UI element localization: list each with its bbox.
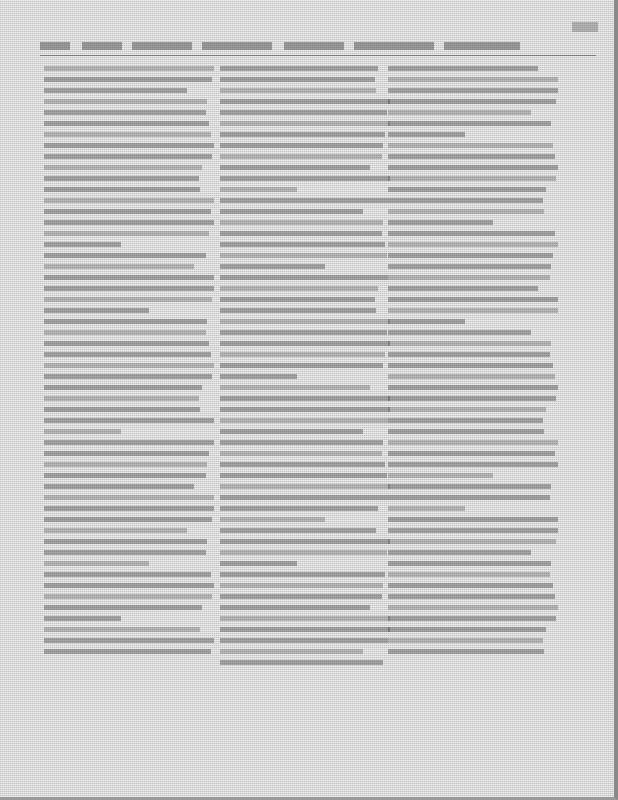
text-line [388, 110, 531, 115]
text-line [220, 110, 387, 115]
text-line [44, 275, 214, 280]
text-line [44, 187, 200, 192]
text-line [220, 638, 388, 643]
text-line [220, 77, 375, 82]
text-line [220, 253, 387, 258]
text-line [388, 253, 553, 258]
header-text-segment [82, 42, 122, 50]
text-line [220, 242, 385, 247]
text-line [220, 374, 297, 379]
text-line [44, 176, 199, 181]
text-line [220, 297, 375, 302]
text-line [388, 638, 543, 643]
text-line [44, 616, 121, 621]
text-line [388, 88, 558, 93]
text-line [388, 627, 546, 632]
text-line [220, 495, 388, 500]
text-column-right [388, 66, 558, 660]
header-text-segment [284, 42, 344, 50]
text-line [44, 484, 194, 489]
text-line [44, 319, 207, 324]
text-line [388, 506, 465, 511]
text-line [44, 583, 214, 588]
text-line [388, 242, 558, 247]
text-line [44, 506, 214, 511]
header-text-segment [132, 42, 192, 50]
text-line [388, 209, 544, 214]
text-line [44, 308, 149, 313]
text-line [44, 572, 211, 577]
text-line [220, 605, 370, 610]
text-line [220, 462, 385, 467]
text-line [44, 132, 211, 137]
text-line [388, 99, 556, 104]
text-line [388, 352, 550, 357]
header-text-segment [40, 42, 70, 50]
text-line [44, 407, 200, 412]
running-header [40, 40, 596, 52]
text-line [44, 462, 207, 467]
text-line [44, 561, 149, 566]
text-line [220, 363, 383, 368]
text-line [220, 385, 370, 390]
text-line [220, 451, 382, 456]
text-line [388, 264, 551, 269]
text-line [388, 517, 558, 522]
text-line [44, 121, 209, 126]
text-line [44, 396, 199, 401]
text-line [388, 583, 553, 588]
text-line [220, 165, 370, 170]
text-line [388, 308, 558, 313]
text-line [388, 649, 544, 654]
text-line [388, 198, 543, 203]
text-line [388, 451, 555, 456]
text-line [44, 451, 209, 456]
text-line [44, 473, 206, 478]
text-line [44, 330, 206, 335]
text-line [220, 176, 390, 181]
text-line [220, 539, 390, 544]
text-line [388, 66, 538, 71]
text-line [388, 396, 556, 401]
text-line [388, 572, 550, 577]
text-line [44, 517, 212, 522]
text-line [44, 88, 187, 93]
text-line [220, 440, 383, 445]
text-line [220, 209, 363, 214]
text-line [388, 429, 544, 434]
text-line [220, 220, 383, 225]
text-line [388, 176, 556, 181]
text-line [220, 275, 388, 280]
text-line [388, 165, 558, 170]
text-line [44, 649, 211, 654]
text-line [220, 121, 390, 126]
text-line [388, 374, 555, 379]
text-line [220, 517, 325, 522]
text-line [44, 539, 207, 544]
text-line [388, 539, 556, 544]
text-line [44, 297, 212, 302]
text-line [44, 286, 214, 291]
text-line [220, 319, 390, 324]
text-line [388, 121, 551, 126]
page-number-block [572, 22, 598, 32]
text-line [44, 99, 207, 104]
text-line [220, 154, 382, 159]
text-line [44, 66, 214, 71]
text-line [220, 572, 385, 577]
text-line [44, 352, 211, 357]
text-line [388, 418, 543, 423]
header-rule [40, 55, 596, 56]
text-line [388, 495, 550, 500]
text-line [220, 484, 390, 489]
text-line [220, 407, 390, 412]
text-line [220, 418, 388, 423]
text-line [388, 407, 546, 412]
text-line [220, 473, 387, 478]
header-text-segment [444, 42, 520, 50]
text-line [388, 594, 555, 599]
text-column-left [44, 66, 214, 660]
text-line [44, 341, 209, 346]
text-line [220, 132, 385, 137]
text-line [220, 528, 376, 533]
text-line [388, 297, 558, 302]
text-line [44, 550, 206, 555]
text-line [44, 220, 214, 225]
text-line [220, 561, 297, 566]
text-line [388, 605, 558, 610]
text-line [388, 187, 546, 192]
text-line [388, 330, 531, 335]
text-line [388, 561, 551, 566]
text-line [44, 154, 212, 159]
text-line [220, 352, 385, 357]
text-line [44, 528, 187, 533]
text-line [44, 110, 206, 115]
text-line [388, 143, 553, 148]
text-line [220, 187, 297, 192]
text-line [388, 484, 551, 489]
text-line [44, 264, 194, 269]
text-line [44, 77, 212, 82]
text-line [44, 231, 209, 236]
text-line [388, 77, 558, 82]
text-line [220, 506, 378, 511]
text-line [388, 231, 555, 236]
text-line [44, 209, 211, 214]
text-line [220, 88, 376, 93]
text-line [220, 231, 382, 236]
text-line [220, 308, 376, 313]
text-line [388, 616, 556, 621]
text-line [388, 132, 465, 137]
text-line [220, 594, 382, 599]
text-line [44, 429, 121, 434]
text-line [44, 638, 214, 643]
text-line [388, 286, 538, 291]
text-line [220, 616, 390, 621]
text-line [44, 627, 200, 632]
text-line [44, 418, 214, 423]
text-line [220, 660, 383, 665]
text-line [220, 264, 325, 269]
text-line [388, 473, 493, 478]
text-line [220, 66, 378, 71]
text-line [44, 440, 214, 445]
text-line [44, 385, 202, 390]
text-line [388, 154, 555, 159]
text-line [44, 143, 214, 148]
text-line [220, 649, 363, 654]
text-line [220, 99, 390, 104]
text-line [388, 462, 558, 467]
text-line [44, 495, 214, 500]
text-line [44, 242, 121, 247]
text-line [44, 605, 202, 610]
text-line [220, 341, 390, 346]
text-line [220, 583, 383, 588]
text-line [44, 198, 214, 203]
text-line [388, 341, 551, 346]
text-line [388, 319, 465, 324]
text-line [44, 253, 206, 258]
text-line [44, 594, 212, 599]
text-line [388, 528, 558, 533]
text-line [388, 385, 558, 390]
text-line [220, 396, 390, 401]
text-line [388, 550, 531, 555]
header-text-segment [354, 42, 434, 50]
text-line [220, 286, 378, 291]
text-line [388, 220, 493, 225]
text-line [220, 627, 390, 632]
text-line [220, 330, 387, 335]
text-line [220, 550, 387, 555]
text-line [44, 165, 202, 170]
text-line [220, 143, 383, 148]
text-line [44, 363, 214, 368]
header-text-segment [202, 42, 272, 50]
text-column-middle [220, 66, 390, 671]
text-line [44, 374, 212, 379]
text-line [388, 440, 558, 445]
text-line [388, 275, 550, 280]
text-line [220, 429, 363, 434]
text-line [388, 363, 553, 368]
text-line [220, 198, 388, 203]
